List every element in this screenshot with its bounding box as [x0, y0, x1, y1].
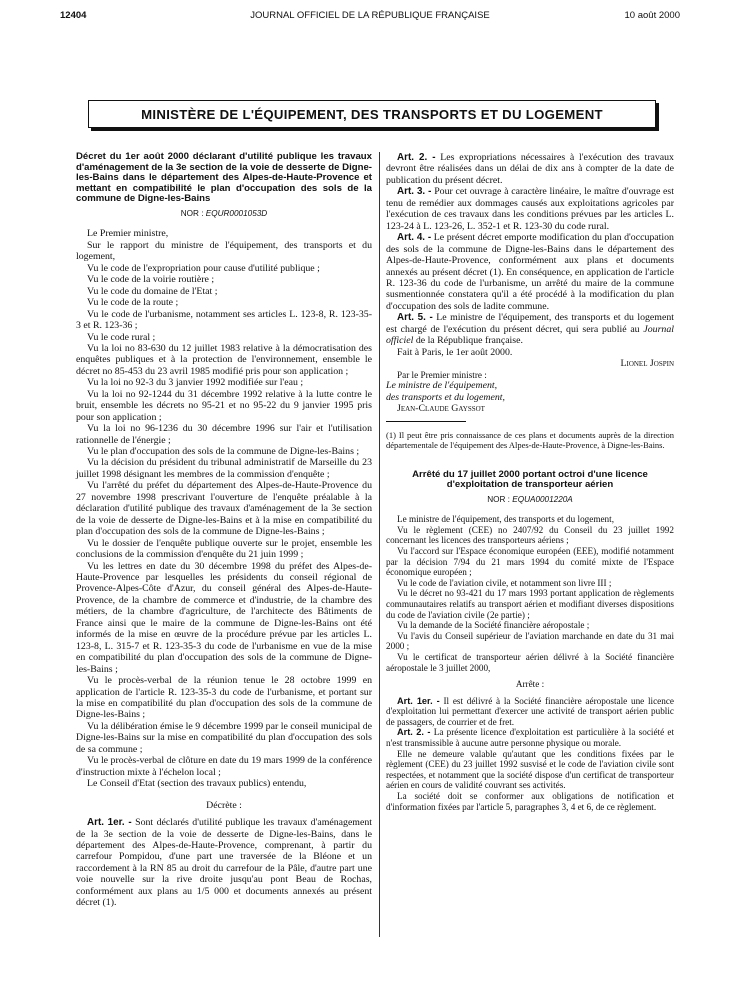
decree-para: Le Premier ministre, — [87, 228, 169, 240]
visa: Vu le plan d'occupation des sols de la commune de Digne-les-Bains ; — [87, 446, 360, 458]
footnote-rule — [386, 421, 466, 422]
visa: Vu la loi no 96-1236 du 30 décembre 1996 sur l'air et l'utilisation rationnelle de l'énergie ; — [76, 423, 372, 446]
footnote: (1) Il peut être pris connaissance de ces plans et documents auprès de la direction départementale de l'équipement des Alpes-de-Haute-Provence, à Digne-les-Bains. — [386, 429, 674, 450]
visa: Vu la délibération émise le 9 décembre 1999 par le conseil municipal de Digne-les-Bains sur la mise en compatibilité du plan d'occupation des sols de sa commune ; — [76, 720, 372, 755]
left-column — [76, 152, 372, 909]
issue-date: 10 août 2000 — [624, 10, 680, 21]
visa: Vu le code de l'urbanisme, notamment ses articles L. 123-8, R. 123-35-3 et R. 123-36 ; — [76, 308, 372, 332]
visa: Vu le dossier de l'enquête publique ouverte sur le projet, ensemble les conclusions de la commission d'enquête du 21 juin 1999 ; — [76, 537, 372, 561]
article-label: Art. 1er. - — [87, 817, 132, 829]
article-text: Pour cet ouvrage à caractère linéaire, le maître d'ouvrage est tenu de remédier aux dommages causés aux exploitations agricoles par l'exécution de ces travaux dans les conditions prévues par les articles L. 123-24 à L. 123-26, L. 352-1 et R. 123-30 du code rural. — [386, 186, 674, 232]
article-text: Il est délivré à la Société financière aéropostale une licence d'exploitation lui permettant d'exercer une activité de transport aérien public de passagers, de courrier et de fret. — [386, 695, 675, 727]
par-le-premier-ministre: Par le Premier ministre : — [397, 369, 487, 380]
article-5 — [386, 312, 674, 346]
decree-para: Sur le rapport du ministre de l'équipement, des transports et du logement, — [76, 239, 372, 263]
visa: Vu la décision du président du tribunal administratif de Marseille du 23 juillet 1998 désignant les membres de la commission d'enquête ; — [76, 457, 372, 480]
arrete-nor — [386, 494, 674, 505]
article-label: Art. 2. - — [397, 727, 431, 738]
visa: Vu le code de la route ; — [87, 297, 179, 309]
visa: Vu la loi no 92-3 du 3 janvier 1992 modifiée sur l'eau ; — [87, 377, 304, 389]
journal-officiel: Journal officiel — [386, 323, 674, 347]
visa: Vu l'accord sur l'Espace économique européen (EEE), modifié notamment par la décision 7/94 du 21 mars 1994 du comité mixte de l'Espace économique européen ; — [386, 545, 674, 578]
visa: Vu la demande de la Société financière aéropostale ; — [397, 620, 590, 631]
nor-code: EQUA0001220A — [512, 494, 573, 504]
arrete-heading: Arrête : — [515, 679, 545, 690]
nor-code: EQUR0001053D — [205, 208, 268, 218]
signature-minister: Jean-Claude Gayssot — [397, 403, 485, 415]
article-2 — [386, 152, 674, 186]
visa: Vu le règlement (CEE) no 2407/92 du Conseil du 23 juillet 1992 concernant les licences des transporteurs aériens ; — [386, 524, 674, 546]
article-text-end: de la République française. — [415, 335, 523, 347]
ministry-banner-text: MINISTÈRE DE L'ÉQUIPEMENT, DES TRANSPORTS ET DU LOGEMENT — [141, 106, 603, 122]
nor-label: NOR : — [487, 494, 510, 504]
ministry-banner — [88, 100, 656, 128]
visa: Vu le décret no 93-421 du 17 mars 1993 portant application de règlements communautaires relatifs au transport aérien et modifiant diverses dispositions du code de l'aviation civile (2e partie) ; — [386, 588, 674, 620]
visa: Vu les lettres en date du 30 décembre 1998 du préfet des Alpes-de-Haute-Provence par lesquelles les présidents du conseil régional de Provence-Alpes-Côte d'Azur, du conseil général des Alpes-de-Haute-Provence, de la chambre de commerce et d'industrie, de la chambre des métiers, de la chambre d'agriculture, de l'architecte des Bâtiments de France ainsi que le maire de la commune de Digne-les-Bains ont été informés de la mise en œuvre de la procédure prévue par les articles L. 123-8, L. 315-7 et R. 123-35-3 du code de l'urbanisme en vue de la mise en compatibilité du plan d'occupation des sols de la commune de Digne-les-Bains ; — [76, 560, 372, 675]
decree-title: Décret du 1er août 2000 déclarant d'utilité publique les travaux d'aménagement de la 3e section de la voie de desserte de Digne-les-Bains dans le département des Alpes-de-Haute-Provence et mettant en compatibilité le plan d'occupation des sols de la commune de Digne-les-Bains — [76, 151, 372, 205]
visa: Vu la loi no 83-630 du 12 juillet 1983 relative à la démocratisation des enquêtes publiques et à la protection de l'environnement, ensemble le décret no 85-453 du 23 avril 1985 modifié pris pour son application ; — [76, 342, 372, 377]
visa: Vu le procès-verbal de la réunion tenue le 28 octobre 1999 en application de l'article R. 123-35-3 du code de l'urbanisme, et portant sur la mise en compatibilité du plan d'occupation des sols de la commune de Digne-les-Bains ; — [76, 675, 372, 721]
arrete-para: La société doit se conformer aux obligations de notification et d'information fixées par l'article 5, paragraphes 3, 4 et 6, de ce règlement. — [386, 791, 674, 812]
article-text: Sont déclarés d'utilité publique les travaux d'aménagement de la 3e section de la voie de desserte de Digne-les-Bains, dans le département des Alpes-de-Haute-Provence, comprenant, à partir du carrefour Pompidou, d'une part une traversée de la Bléone et un raccordement à la RN 85 au droit du carrefour de la Pâle, d'autre part une voie nouvelle sur la rive droite jusqu'au pont Beau de Rochas, conformément aux plans au 1/5 000 et documents annexés au présent décret (1). — [76, 817, 372, 909]
article-text: Le présent décret emporte modification du plan d'occupation des sols de la commune de Digne-les-Bains dans le département des Alpes-de-Haute-Provence, conformément aux plans et documents annexés au présent décret (1). En conséquence, en application de l'article R. 123-36 du code de l'urbanisme, un arrêté du maire de la commune susmentionnée constatera qu'il a été procédé à la modification du plan d'occupation des sols de ladite commune. — [386, 232, 674, 312]
visa: Vu l'avis du Conseil supérieur de l'aviation marchande en date du 31 mai 2000 ; — [386, 630, 674, 652]
signature-premier-ministre: Lionel Jospin — [620, 358, 674, 370]
page-number: 12404 — [60, 10, 87, 21]
arrete-article-2 — [386, 727, 674, 748]
visa: Vu le code de l'aviation civile, et notamment son livre III ; — [397, 577, 612, 588]
visa: Vu le code de la voirie routière ; — [87, 274, 215, 286]
article-3 — [386, 186, 674, 232]
arrete-title: Arrêté du 17 juillet 2000 portant octroi d'une licence d'exploitation de transporteur aérien — [412, 468, 648, 491]
article-text: Le ministre de l'équipement, des transports et du logement est chargé de l'exécution du présent décret, qui sera publié au — [386, 312, 674, 335]
arrete-para: Elle ne demeure valable qu'autant que les conditions fixées par le règlement (CEE) du 23 juillet 1992 susvisé et le code de l'aviation civile sont respectées, et notamment que la société dispose d'un certificat de transporteur aérien en cours de validité couvrant ses activités. — [386, 748, 674, 791]
visa: Vu le code du domaine de l'Etat ; — [87, 285, 218, 297]
article-label: Art. 2. - — [397, 152, 436, 163]
decree-nor — [76, 208, 372, 219]
visa: Vu la loi no 92-1244 du 31 décembre 1992 relative à la lutte contre le bruit, ensemble les décrets no 95-21 et no 95-22 du 9 janvier 1995 pris pour son application ; — [76, 388, 372, 423]
visa: Vu le code de l'expropriation pour cause d'utilité publique ; — [87, 262, 320, 274]
article-text: La présente licence d'exploitation est particulière à la société et n'est transmissible à aucune autre personne physique ou morale. — [386, 727, 675, 749]
visa: Vu le code rural ; — [87, 331, 156, 343]
article-label: Art. 1er. - — [397, 695, 440, 706]
article-label: Art. 5. - — [397, 312, 433, 324]
right-column — [386, 152, 674, 812]
article-label: Art. 3. - — [397, 186, 432, 198]
visa: Vu l'arrêté du préfet du département des Alpes-de-Haute-Provence du 27 novembre 1998 prescrivant l'ouverture de l'enquête préalable à la déclaration d'utilité publique des travaux d'aménagement de la 3e section de la voie de desserte de Digne-les-Bains et à la mise en compatibilité du plan d'occupation des sols de la commune de Digne-les-Bains ; — [76, 480, 372, 538]
arrete-para: Le ministre de l'équipement, des transports et du logement, — [397, 514, 614, 525]
journal-title: JOURNAL OFFICIEL DE LA RÉPUBLIQUE FRANÇAISE — [250, 10, 490, 21]
nor-label: NOR : — [180, 208, 204, 218]
minister-line: des transports et du logement, — [386, 391, 505, 403]
page-header — [60, 10, 680, 26]
visa: Vu le procès-verbal de clôture en date du 19 mars 1999 de la conférence d'instruction mixte à l'échelon local ; — [76, 755, 372, 778]
fait-a-paris: Fait à Paris, le 1er août 2000. — [397, 346, 513, 358]
visa: Vu le certificat de transporteur aérien délivré à la Société financière aéropostale le 3 juillet 2000, — [386, 651, 674, 673]
visa: Le Conseil d'Etat (section des travaux publics) entendu, — [87, 778, 307, 790]
minister-line: Le ministre de l'équipement, — [386, 380, 498, 392]
article-text: Les expropriations nécessaires à l'exécution des travaux devront être réalisées dans un délai de dix ans à compter de la date de publication du présent décret. — [386, 152, 674, 186]
column-divider — [379, 152, 380, 937]
article-4 — [386, 232, 674, 312]
arrete-article-1 — [386, 696, 674, 728]
decrete-heading: Décrète : — [206, 799, 242, 811]
article-label: Art. 4. - — [397, 232, 432, 244]
article-1 — [76, 817, 372, 909]
